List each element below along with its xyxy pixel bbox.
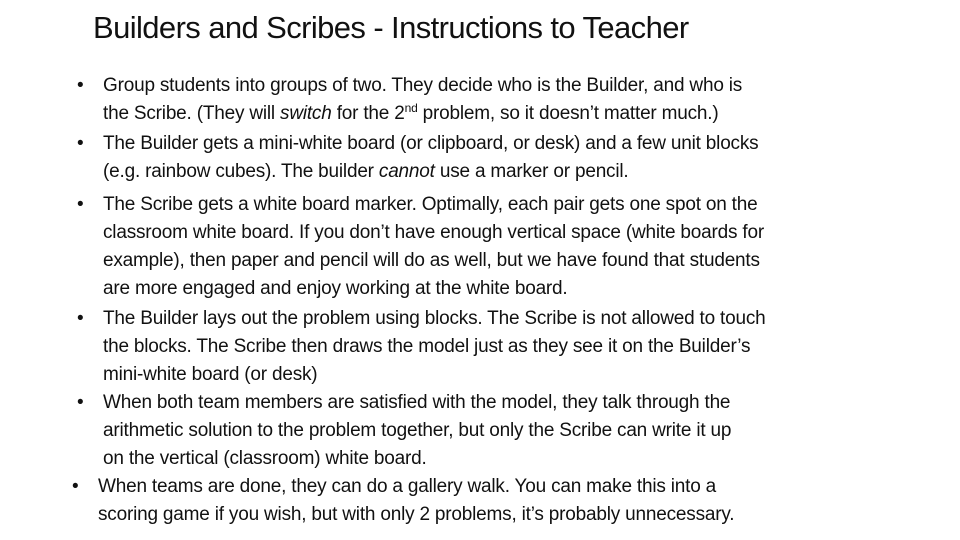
bullet-marker: • — [77, 75, 84, 96]
bullet-line: Group students into groups of two. They decide who is the Builder, and who is — [103, 75, 743, 96]
bullet-marker: • — [77, 194, 84, 215]
bullet-line: mini-white board (or desk) — [103, 364, 318, 385]
bullet-line: example), then paper and pencil will do as well, but we have found that students — [103, 250, 760, 271]
bullet-line: (e.g. rainbow cubes). The builder cannot use a marker or pencil. — [103, 161, 629, 182]
bullet-marker: • — [72, 476, 79, 497]
bullet-line: The Builder lays out the problem using blocks. The Scribe is not allowed to touch — [103, 308, 766, 329]
bullet-marker: • — [77, 133, 84, 154]
bullet-item-gallery-walk — [72, 473, 735, 529]
bullet-line: When both team members are satisfied with the model, they talk through the — [103, 392, 731, 413]
bullet-item-solution — [77, 389, 732, 473]
bullet-item-builder-lays-out — [77, 305, 766, 389]
bullet-marker: • — [77, 392, 84, 413]
bullet-line: When teams are done, they can do a gallery walk. You can make this into a — [98, 476, 717, 497]
bullet-line: arithmetic solution to the problem together, but only the Scribe can write it up — [103, 420, 732, 441]
bullet-line: classroom white board. If you don’t have enough vertical space (white boards for — [103, 222, 764, 243]
bullet-marker: • — [77, 308, 84, 329]
bullet-line: scoring game if you wish, but with only 2 problems, it’s probably unnecessary. — [98, 504, 735, 525]
bullet-line: on the vertical (classroom) white board. — [103, 448, 427, 469]
bullet-line: are more engaged and enjoy working at the white board. — [103, 278, 568, 299]
bullet-item-grouping — [77, 72, 743, 128]
slide-title: Builders and Scribes - Instructions to Teacher — [93, 10, 689, 45]
bullet-line: The Scribe gets a white board marker. Optimally, each pair gets one spot on the — [103, 194, 758, 215]
bullet-item-builder-materials — [77, 130, 759, 186]
bullet-item-scribe-materials — [77, 191, 764, 303]
bullet-line: the blocks. The Scribe then draws the model just as they see it on the Builder’s — [103, 336, 751, 357]
bullet-line: the Scribe. (They will switch for the 2nd problem, so it doesn’t matter much.) — [103, 101, 719, 124]
bullet-line: The Builder gets a mini-white board (or clipboard, or desk) and a few unit blocks — [103, 133, 759, 154]
